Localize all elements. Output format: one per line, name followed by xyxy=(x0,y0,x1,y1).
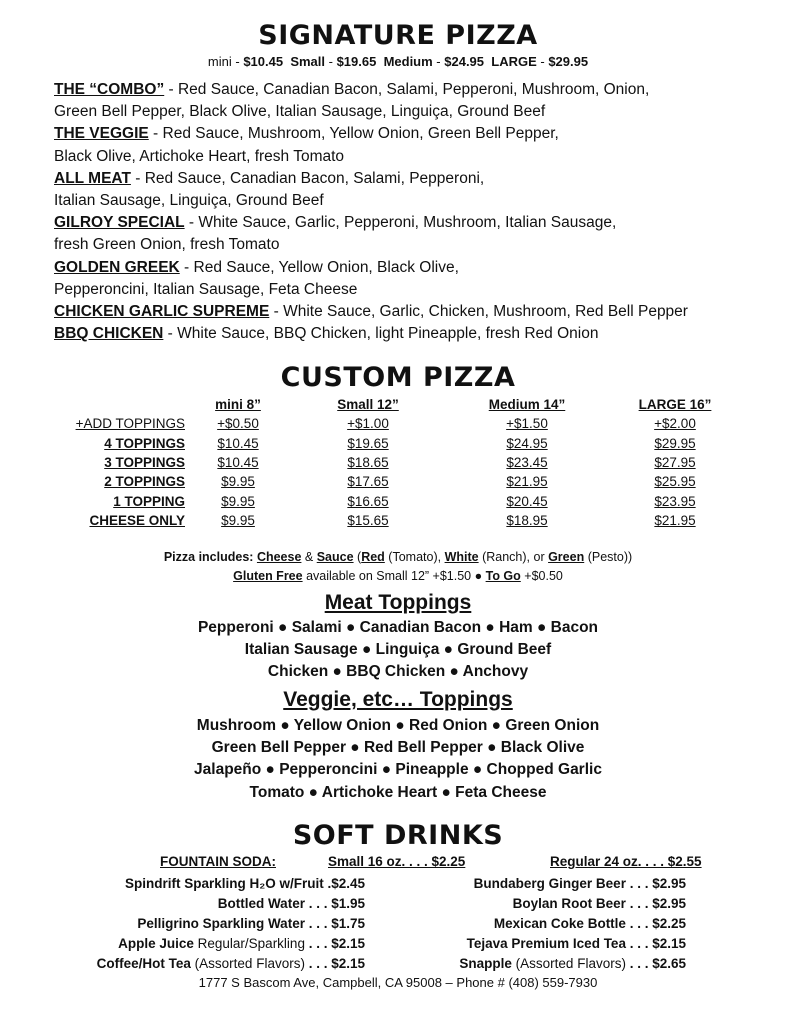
table-row: 4 TOPPINGS $10.45 $19.65 $24.95 $29.95 xyxy=(40,434,749,453)
col-small: Small 12” xyxy=(337,397,399,413)
list-item: Spindrift Sparkling H₂O w/Fruit .$2.45 xyxy=(124,876,365,891)
fountain-small: Small 16 oz. . . . $2.25 xyxy=(328,854,466,869)
veggie-toppings-list: Mushroom ● Yellow Onion ● Red Onion ● Green Onion Green Bell Pepper ● Red Bell Pepper ● Black Olive Jalapeño ● Pepperoncini ● Pineapple ● Chopped Garlic Tomato ● Artichoke Heart ● Feta Cheese xyxy=(194,717,602,801)
pizza-name: THE VEGGIE xyxy=(54,125,149,143)
pizza-desc: - White Sauce, BBQ Chicken, light Pineapple, fresh Red Onion xyxy=(163,325,599,343)
pizza-includes: Pizza includes: Cheese & Sauce (Red (Tomato), White (Ranch), or Green (Pesto)) xyxy=(163,550,633,564)
price-large: $29.95 xyxy=(548,54,589,69)
row-label: 2 TOPPINGS xyxy=(104,474,185,490)
price-medium: $24.95 xyxy=(444,54,485,69)
pizza-name: CHICKEN GARLIC SUPREME xyxy=(54,303,270,321)
row-label: 4 TOPPINGS xyxy=(104,435,185,451)
signature-prices: mini - $10.45 Small - $19.65 Medium - $24.95 LARGE - $29.95 xyxy=(207,54,589,69)
table-row: +ADD TOPPINGS +$0.50 +$1.00 +$1.50 +$2.00 xyxy=(40,414,749,433)
pizza-desc-2: Italian Sausage, Linguiça, Ground Beef xyxy=(54,192,324,210)
soft-drinks-title: SOFT DRINKS xyxy=(292,820,504,851)
price-size-mini: mini xyxy=(207,54,232,69)
table-header-row xyxy=(40,395,749,414)
pizza-name: GOLDEN GREEK xyxy=(54,258,180,276)
pizza-desc: - Red Sauce, Canadian Bacon, Salami, Pepperoni, xyxy=(130,169,485,187)
list-item: Tejava Premium Iced Tea . . . $2.15 xyxy=(466,936,686,951)
list-item: Mexican Coke Bottle . . . $2.25 xyxy=(493,916,686,931)
price-size-medium: Medium xyxy=(383,54,433,69)
signature-title: SIGNATURE PIZZA xyxy=(258,20,538,51)
pizza-desc: - White Sauce, Garlic, Chicken, Mushroom, Red Bell Pepper xyxy=(269,303,688,321)
row-label: CHEESE ONLY xyxy=(89,512,185,528)
pizza-desc-2: Black Olive, Artichoke Heart, fresh Tomato xyxy=(54,147,345,165)
pizza-desc-2: Green Bell Pepper, Black Olive, Italian Sausage, Linguiça, Ground Beef xyxy=(54,103,546,121)
col-mini: mini 8” xyxy=(215,397,261,413)
list-item: Coffee/Hot Tea (Assorted Flavors) . . . $2.15 xyxy=(96,956,365,971)
list-item: Apple Juice Regular/Sparkling . . . $2.15 xyxy=(118,936,365,951)
col-medium: Medium 14” xyxy=(488,397,566,413)
pizza-name: ALL MEAT xyxy=(54,169,131,187)
pizza-name: BBQ CHICKEN xyxy=(54,325,164,343)
table-row: 2 TOPPINGS $9.95 $17.65 $21.95 $25.95 xyxy=(40,472,749,491)
gluten-free-note: Gluten Free available on Small 12” +$1.50 ● To Go +$0.50 xyxy=(233,569,563,583)
list-item: Bundaberg Ginger Beer . . . $2.95 xyxy=(473,876,686,891)
row-label: 1 TOPPING xyxy=(113,493,185,509)
list-item: Bottled Water . . . $1.95 xyxy=(217,896,365,911)
custom-pizza-table xyxy=(40,395,749,530)
price-size-small: Small xyxy=(290,54,325,69)
col-large: LARGE 16” xyxy=(638,397,712,413)
price-small: $19.65 xyxy=(336,54,377,69)
footer-address: 1777 S Bascom Ave, Campbell, CA 95008 – Phone # (408) 559-7930 xyxy=(198,975,598,990)
pizza-desc: - Red Sauce, Mushroom, Yellow Onion, Green Bell Pepper, xyxy=(148,125,559,143)
row-label: +ADD TOPPINGS xyxy=(75,416,185,432)
row-label: 3 TOPPINGS xyxy=(104,455,185,471)
fountain-regular: Regular 24 oz. . . . $2.55 xyxy=(550,854,702,869)
pizza-desc-2: Pepperoncini, Italian Sausage, Feta Cheese xyxy=(54,280,358,298)
list-item: Snapple (Assorted Flavors) . . . $2.65 xyxy=(459,956,686,971)
meat-toppings-list: Pepperoni ● Salami ● Canadian Bacon ● Ham ● Bacon Italian Sausage ● Linguiça ● Ground Beef Chicken ● BBQ Chicken ● Anchovy xyxy=(197,619,599,681)
drinks-left-list xyxy=(70,874,365,974)
price-size-large: LARGE xyxy=(491,54,537,69)
signature-section xyxy=(0,20,796,70)
price-mini: $10.45 xyxy=(243,54,284,69)
pizza-name: THE “COMBO” xyxy=(54,81,165,98)
meat-toppings-title: Meat Toppings xyxy=(324,591,472,614)
pizza-desc-2: fresh Green Onion, fresh Tomato xyxy=(54,236,280,254)
drinks-right-list xyxy=(400,874,686,974)
pizza-desc: - Red Sauce, Canadian Bacon, Salami, Pepperoni, Mushroom, Onion, xyxy=(164,81,650,98)
veggie-toppings-title: Veggie, etc… Toppings xyxy=(283,688,513,711)
table-row: CHEESE ONLY $9.95 $15.65 $18.95 $21.95 xyxy=(40,511,749,530)
pizza-combo xyxy=(54,79,688,345)
list-item: Boylan Root Beer . . . $2.95 xyxy=(512,896,686,911)
custom-title: CUSTOM PIZZA xyxy=(280,362,516,393)
pizza-desc: - Red Sauce, Yellow Onion, Black Olive, xyxy=(179,258,459,276)
pizza-desc: - White Sauce, Garlic, Pepperoni, Mushroom, Italian Sausage, xyxy=(184,214,617,232)
fountain-label: FOUNTAIN SODA: xyxy=(160,854,276,869)
table-row: 3 TOPPINGS $10.45 $18.65 $23.45 $27.95 xyxy=(40,453,749,472)
table-row: 1 TOPPING $9.95 $16.65 $20.45 $23.95 xyxy=(40,491,749,510)
pizza-name: GILROY SPECIAL xyxy=(54,214,185,232)
list-item: Pelligrino Sparkling Water . . . $1.75 xyxy=(137,916,365,931)
